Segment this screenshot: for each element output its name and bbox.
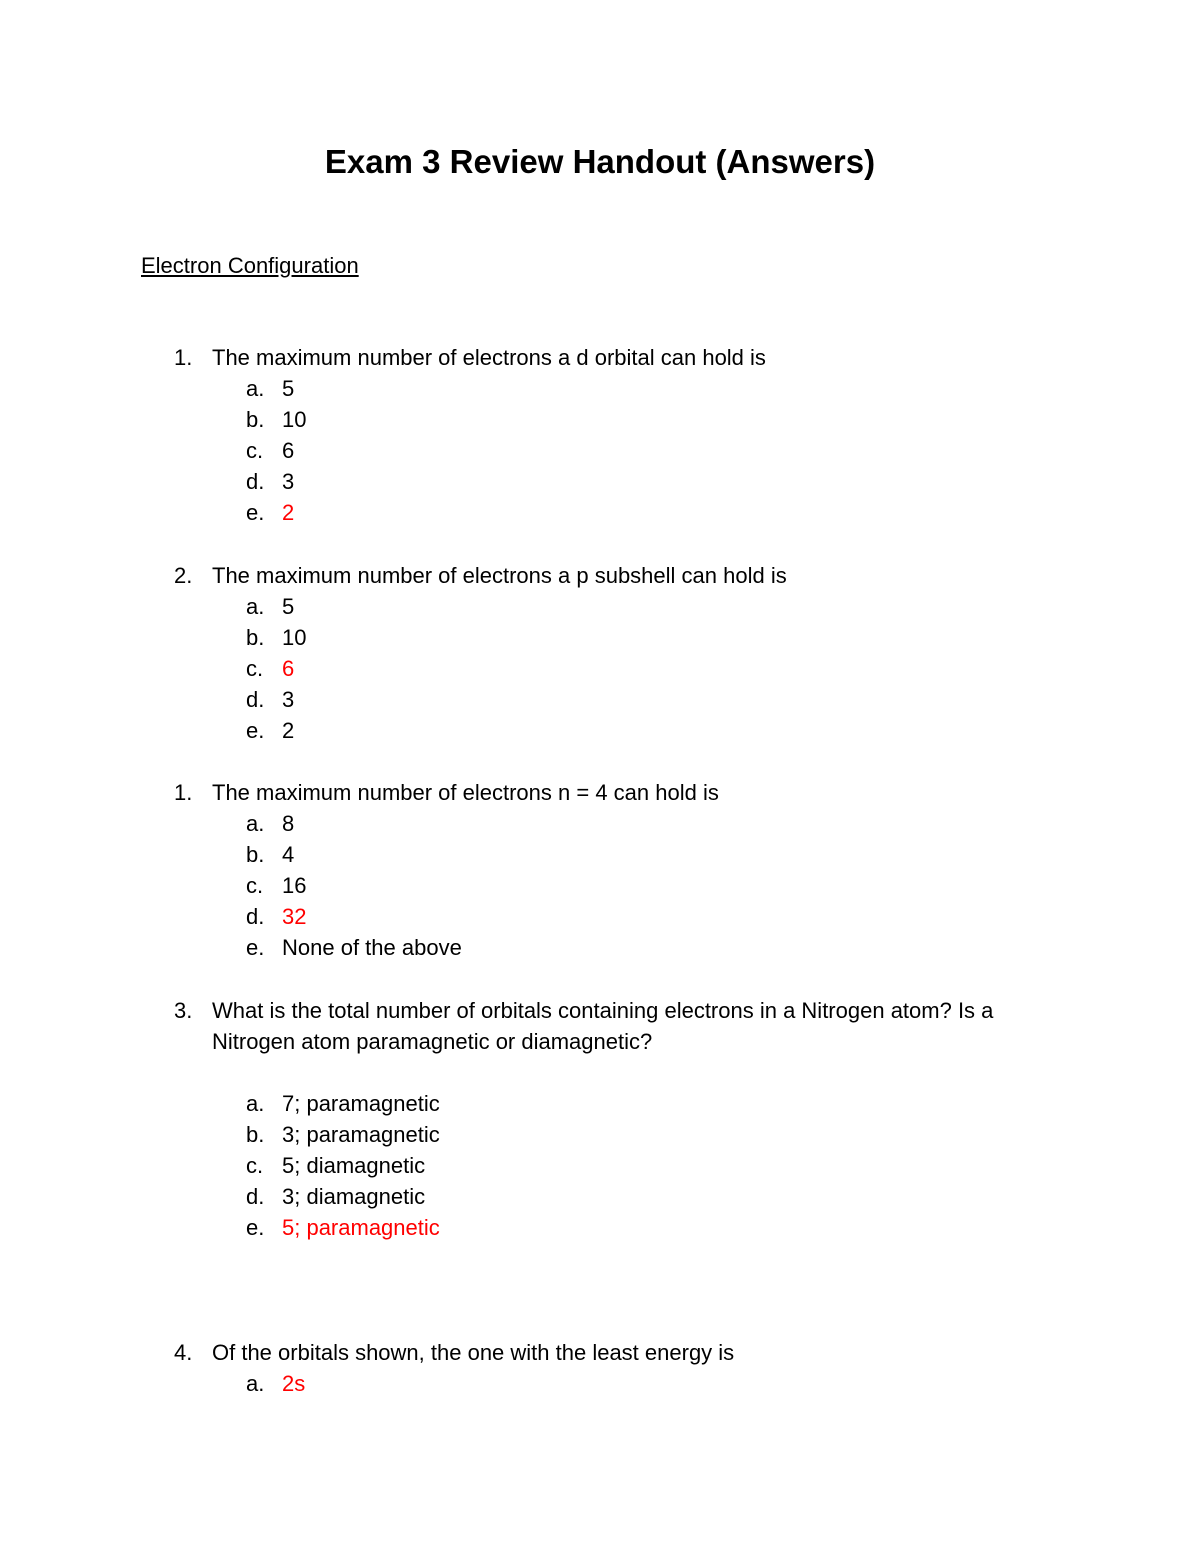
question-item	[174, 777, 1074, 963]
option-letter: b.	[246, 407, 265, 432]
option-letter: a.	[246, 376, 265, 401]
option-letter: d.	[246, 1184, 265, 1209]
answer-option	[246, 466, 1074, 497]
answer-option	[246, 435, 1074, 466]
option-letter: a.	[246, 811, 265, 836]
question-number: 1.	[174, 780, 193, 805]
correct-answer-text: 2s	[282, 1371, 306, 1396]
answer-options	[174, 1368, 1074, 1399]
answer-option	[246, 715, 1074, 746]
option-letter: c.	[246, 1153, 264, 1178]
option-text: 10	[282, 625, 307, 650]
option-letter: c.	[246, 438, 264, 463]
option-letter: a.	[246, 1091, 265, 1116]
answer-option	[246, 1088, 1074, 1119]
answer-option	[246, 684, 1074, 715]
correct-answer-text: 32	[282, 904, 307, 929]
question-item	[174, 1337, 1074, 1399]
answer-option	[246, 404, 1074, 435]
option-text: 3	[282, 469, 295, 494]
answer-option	[246, 591, 1074, 622]
option-text: 5; diamagnetic	[282, 1153, 426, 1178]
option-text: 5	[282, 594, 295, 619]
option-letter: e.	[246, 500, 265, 525]
answer-option	[246, 1150, 1074, 1181]
option-text: 5	[282, 376, 295, 401]
answer-options	[174, 591, 1074, 746]
option-letter: c.	[246, 656, 264, 681]
option-text: 16	[282, 873, 307, 898]
answer-option	[246, 839, 1074, 870]
answer-option	[246, 870, 1074, 901]
option-text: 10	[282, 407, 307, 432]
option-text: 3; diamagnetic	[282, 1184, 426, 1209]
answer-options	[174, 373, 1074, 528]
answer-option	[246, 1181, 1074, 1212]
option-text: 8	[282, 811, 295, 836]
answer-option	[246, 653, 1074, 684]
option-letter: a.	[246, 1371, 265, 1396]
question-text: The maximum number of electrons a p subshell can hold is	[212, 563, 787, 588]
question-text: What is the total number of orbitals containing electrons in a Nitrogen atom? Is a Nitrogen atom paramagnetic or diamagnetic?	[212, 998, 994, 1054]
answer-option	[246, 1119, 1074, 1150]
answer-options	[174, 808, 1074, 963]
answer-option	[246, 373, 1074, 404]
option-letter: d.	[246, 469, 265, 494]
option-text: None of the above	[282, 935, 462, 960]
option-letter: d.	[246, 687, 265, 712]
section-heading: Electron Configuration	[141, 253, 359, 278]
answer-option	[246, 808, 1074, 839]
answer-option	[246, 1368, 1074, 1399]
option-text: 3	[282, 687, 295, 712]
option-letter: b.	[246, 1122, 265, 1147]
option-letter: d.	[246, 904, 265, 929]
answer-options	[174, 1088, 1074, 1243]
option-letter: b.	[246, 842, 265, 867]
option-text: 4	[282, 842, 295, 867]
question-number: 4.	[174, 1340, 193, 1365]
question-number: 1.	[174, 345, 193, 370]
option-letter: e.	[246, 1215, 265, 1240]
answer-option	[246, 1212, 1074, 1243]
option-text: 7; paramagnetic	[282, 1091, 440, 1116]
answer-option	[246, 901, 1074, 932]
question-text: The maximum number of electrons a d orbital can hold is	[212, 345, 766, 370]
option-letter: e.	[246, 718, 265, 743]
option-letter: e.	[246, 935, 265, 960]
answer-option	[246, 622, 1074, 653]
option-text: 2	[282, 718, 295, 743]
question-item	[174, 342, 1074, 528]
correct-answer-text: 2	[282, 500, 295, 525]
document-title: Exam 3 Review Handout (Answers)	[324, 143, 876, 180]
question-item	[174, 995, 1074, 1243]
question-text: Of the orbitals shown, the one with the least energy is	[212, 1340, 735, 1365]
correct-answer-text: 5; paramagnetic	[282, 1215, 440, 1240]
option-letter: c.	[246, 873, 264, 898]
question-text: The maximum number of electrons n = 4 can hold is	[212, 780, 719, 805]
answer-option	[246, 497, 1074, 528]
correct-answer-text: 6	[282, 656, 295, 681]
question-item	[174, 560, 1074, 746]
option-letter: b.	[246, 625, 265, 650]
question-number: 3.	[174, 998, 193, 1023]
question-number: 2.	[174, 563, 193, 588]
option-text: 3; paramagnetic	[282, 1122, 440, 1147]
option-letter: a.	[246, 594, 265, 619]
option-text: 6	[282, 438, 295, 463]
answer-option	[246, 932, 1074, 963]
